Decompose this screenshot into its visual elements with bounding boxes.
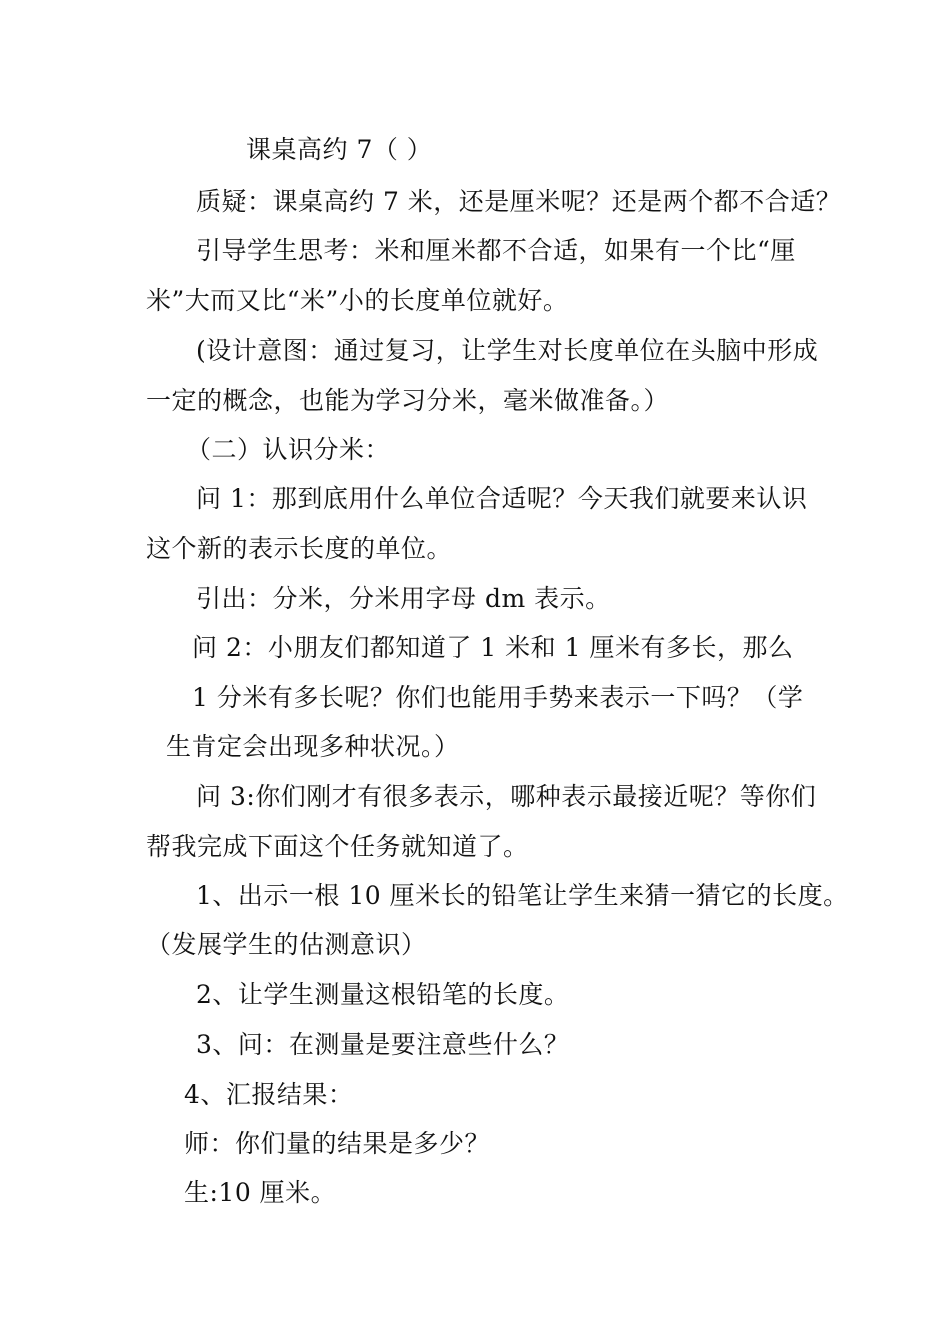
text-line: 帮我完成下面这个任务就知道了。 [146,832,529,861]
text-line: 课桌高约 7（ ） [246,135,433,164]
text-line: 米”大而又比“米”小的长度单位就好。 [146,286,569,315]
text-line: 问 1：那到底用什么单位合适呢？今天我们就要来认识 [196,484,808,513]
text-line: (设计意图：通过复习，让学生对长度单位在头脑中形成 [196,336,819,365]
text-line: 这个新的表示长度的单位。 [146,534,453,563]
text-line: 一定的概念，也能为学习分米，毫米做准备。） [146,386,670,415]
text-line: 引出：分米，分米用字母 dm 表示。 [196,584,611,613]
text-line: 引导学生思考：米和厘米都不合适，如果有一个比“厘 [196,236,796,265]
text-line: 2、让学生测量这根铅笔的长度。 [196,980,570,1009]
text-line: 1、出示一根 10 厘米长的铅笔让学生来猜一猜它的长度。 [196,881,849,910]
text-line: 4、汇报结果： [184,1080,354,1109]
text-line: 3、问：在测量是要注意些什么？ [196,1030,570,1059]
text-line: （发展学生的估测意识） [146,930,427,959]
text-line: （二）认识分米： [186,435,391,464]
text-line: 问 2：小朋友们都知道了 1 米和 1 厘米有多长，那么 [192,633,794,662]
text-line: 生肯定会出现多种状况。） [166,732,460,761]
text-line: 质疑：课桌高约 7 米，还是厘米呢？还是两个都不合适？ [196,187,842,216]
text-line: 师：你们量的结果是多少？ [184,1129,491,1158]
text-line: 生:10 厘米。 [184,1178,337,1207]
text-line: 问 3:你们刚才有很多表示，哪种表示最接近呢？等你们 [196,782,817,811]
text-line: 1 分米有多长呢？你们也能用手势来表示一下吗？（学 [192,683,804,712]
